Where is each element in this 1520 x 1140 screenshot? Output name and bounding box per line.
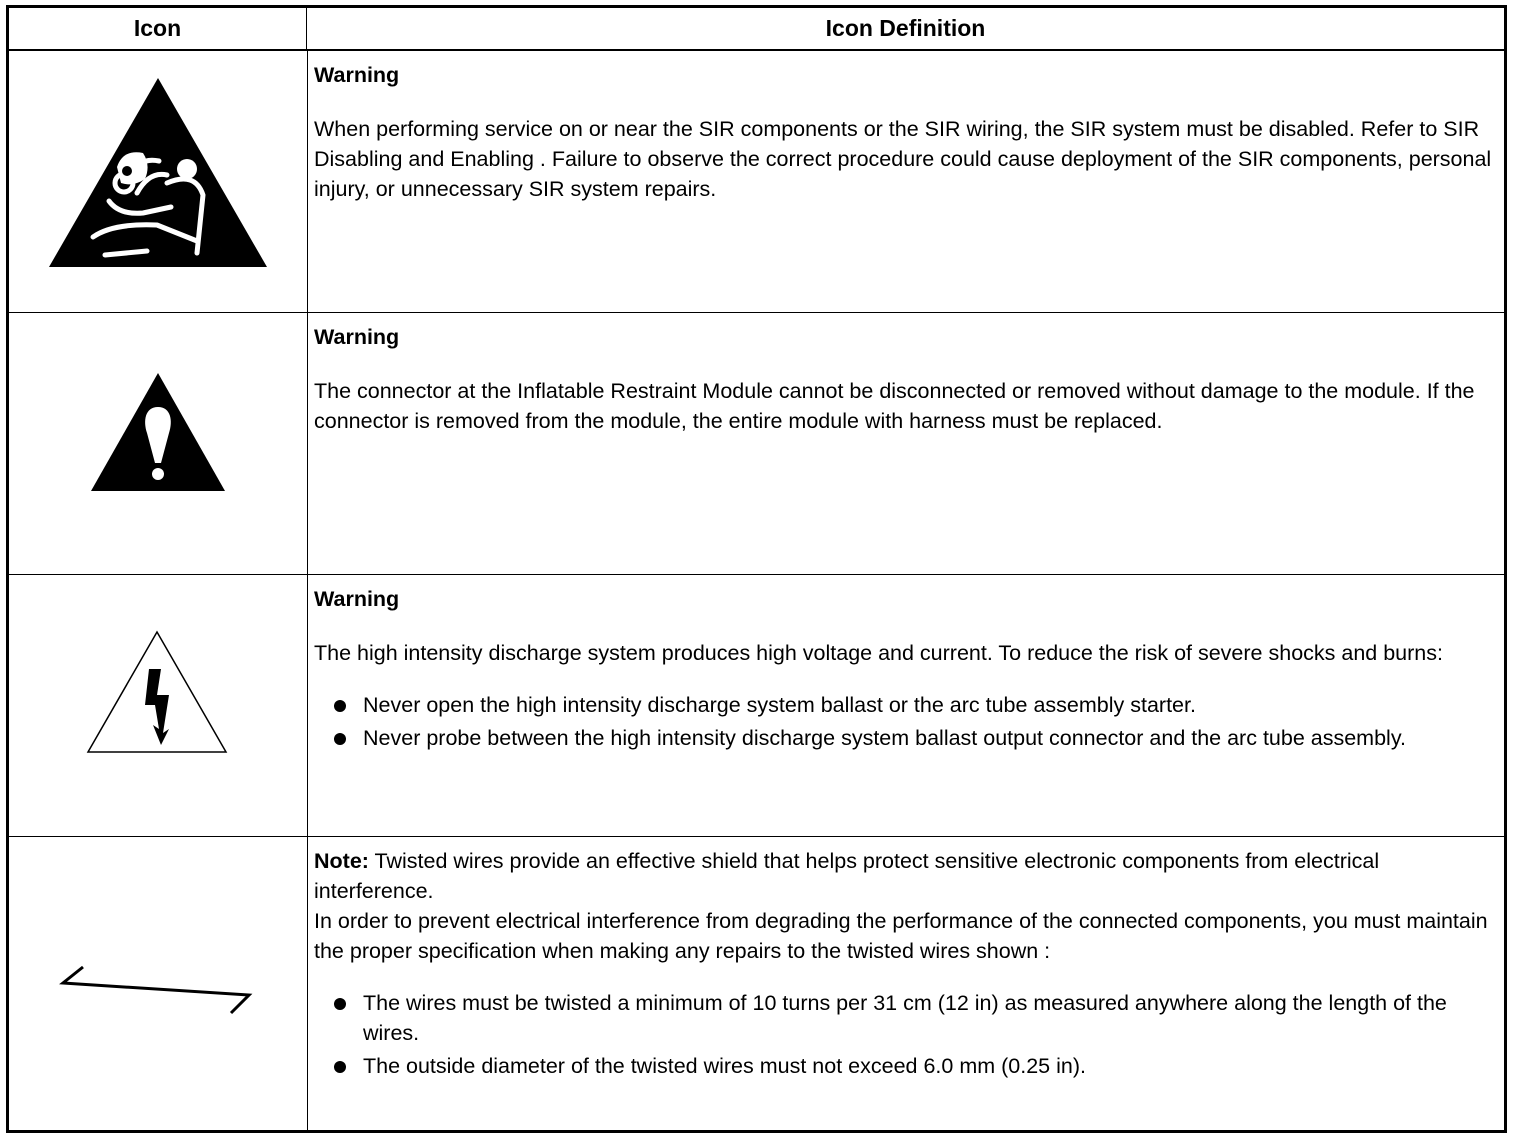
definition-cell xyxy=(307,837,1504,1130)
note-paragraph: In order to prevent electrical interference from degrading the performance of the connected components, you must maintain the proper specification when making any repairs to the twisted wires shown : xyxy=(314,909,1488,963)
list-item: Never open the high intensity discharge system ballast or the arc tube assembly starter. xyxy=(314,690,1504,720)
list-item: The outside diameter of the twisted wires must not exceed 6.0 mm (0.25 in). xyxy=(314,1051,1504,1081)
exclamation-warning-icon xyxy=(89,371,227,493)
header-icon: Icon xyxy=(9,8,307,51)
airbag-warning-icon xyxy=(47,75,269,269)
definition-cell xyxy=(307,575,1504,836)
definition-cell xyxy=(307,313,1504,574)
table-row xyxy=(9,837,1504,1130)
table-row xyxy=(9,313,1504,575)
twisted-wire-icon xyxy=(59,961,255,1021)
list-item: The wires must be twisted a minimum of 10 turns per 31 cm (12 in) as measured anywhere along the length of the wires. xyxy=(314,988,1504,1048)
table-row xyxy=(9,51,1504,313)
icon-definition-table xyxy=(6,5,1507,1133)
warning-title: Warning xyxy=(314,587,400,611)
header-icon-definition: Icon Definition xyxy=(307,8,1504,51)
note-text xyxy=(314,846,1504,906)
icon-cell xyxy=(9,837,308,1130)
definition-cell xyxy=(307,51,1504,312)
icon-cell xyxy=(9,51,308,312)
list-item: Never probe between the high intensity discharge system ballast output connector and the arc tube assembly. xyxy=(314,723,1504,753)
bullet-list xyxy=(314,988,1504,1081)
warning-text: The connector at the Inflatable Restraint Module cannot be disconnected or removed without damage to the module. If the connector is removed from the module, the entire module with harness must be replaced. xyxy=(314,379,1475,433)
warning-title: Warning xyxy=(314,325,400,349)
high-voltage-warning-icon xyxy=(85,629,229,755)
note-body: Twisted wires provide an effective shield that helps protect sensitive electronic components from electrical interference. xyxy=(314,849,1380,903)
warning-text: The high intensity discharge system produces high voltage and current. To reduce the risk of severe shocks and burns: xyxy=(314,641,1443,665)
icon-cell xyxy=(9,575,308,836)
bullet-list xyxy=(314,690,1504,753)
table-row xyxy=(9,575,1504,837)
icon-cell xyxy=(9,313,308,574)
warning-text: When performing service on or near the SIR components or the SIR wiring, the SIR system must be disabled. Refer to SIR Disabling and Enabling . Failure to observe the correct procedure could cause deployment of the SIR components, personal injury, or unnecessary SIR system repairs. xyxy=(314,117,1492,201)
warning-title: Warning xyxy=(314,63,400,87)
note-label: Note: xyxy=(314,849,369,873)
